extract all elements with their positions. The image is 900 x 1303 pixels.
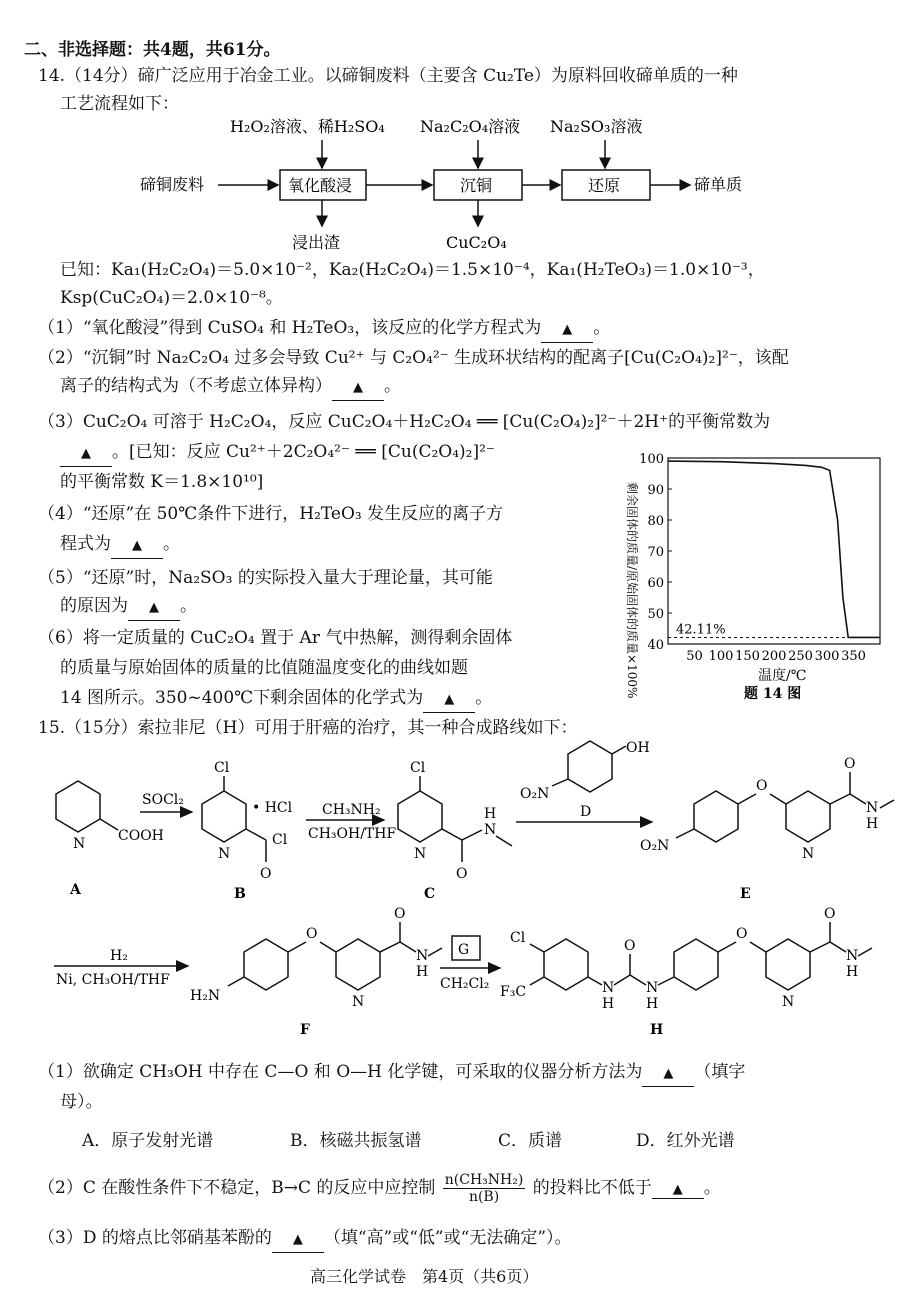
- q14-part1: （1）“氧化酸浸”得到 CuSO₄ 和 H₂TeO₃，该反应的化学方程式为 ▲ 。: [38, 316, 610, 343]
- chart-ylabel: 剩余固体的质量/原始固体的质量×100%: [625, 482, 639, 699]
- x-tick-label: 300: [814, 649, 840, 664]
- compound-d: [552, 741, 626, 792]
- atom-o: O: [306, 926, 318, 942]
- process-flow-diagram: [0, 110, 900, 255]
- atom-h: H: [484, 806, 497, 822]
- x-tick-label: 250: [788, 649, 813, 664]
- atom-cl: Cl: [410, 760, 426, 776]
- atom-n: N: [218, 846, 231, 862]
- answer-blank[interactable]: ▲: [128, 594, 180, 621]
- atom-oh: OH: [626, 740, 650, 756]
- flow-input-2: Na₂C₂O₄溶液: [420, 117, 521, 136]
- flow-box1-label: 氧化酸浸: [288, 176, 353, 195]
- atom-n: N: [484, 822, 497, 838]
- atom-o: O: [624, 938, 636, 954]
- q14-part4-b: 程式为 ▲ 。: [60, 532, 180, 559]
- atom-h2n: H₂N: [190, 988, 221, 1004]
- reagent-ni: Ni, CH₃OH/THF: [56, 972, 170, 988]
- compound-b: [202, 776, 266, 862]
- q14-part5-a: （5）“还原”时，Na₂SO₃ 的实际投入量大于理论量，其可能: [38, 568, 493, 588]
- q14-intro-1: 14.（14分）碲广泛应用于冶金工业。以碲铜废料（主要含 Cu₂Te）为原料回收碲单质的一种: [38, 66, 738, 86]
- answer-blank[interactable]: ▲: [60, 440, 112, 467]
- y-tick-label: 40: [647, 638, 664, 653]
- atom-cl: Cl: [272, 832, 288, 848]
- atom-n: N: [782, 994, 795, 1010]
- q14-part3-a: （3）CuC₂O₄ 可溶于 H₂C₂O₄，反应 CuC₂O₄＋H₂C₂O₄ ══ [Cu(C₂O₄)₂]²⁻＋2H⁺的平衡常数为: [38, 412, 771, 432]
- x-tick-label: 100: [708, 649, 734, 664]
- atom-n: N: [846, 948, 859, 964]
- q14-part1-text: （1）“氧化酸浸”得到 CuSO₄ 和 H₂TeO₃，该反应的化学方程式为: [38, 318, 542, 338]
- chart-caption: 题 14 图: [744, 686, 802, 702]
- q14-part3-b: ▲ 。[已知：反应 Cu²⁺＋2C₂O₄²⁻ ══ [Cu(C₂O₄)₂]²⁻: [60, 440, 495, 467]
- label-f: F: [300, 1022, 310, 1038]
- atom-n: N: [802, 846, 815, 862]
- atom-o: O: [824, 906, 836, 922]
- atom-h: H: [846, 964, 859, 980]
- atom-f3c: F₃C: [500, 984, 527, 1000]
- reagent-d: D: [580, 804, 592, 820]
- q14-part6-a: （6）将一定质量的 CuC₂O₄ 置于 Ar 气中热解，测得剩余固体: [38, 628, 513, 648]
- atom-n: N: [416, 948, 429, 964]
- atom-o: O: [456, 866, 468, 882]
- mass-ratio-curve: [668, 461, 880, 637]
- atom-o: O: [756, 778, 768, 794]
- plot-area: [668, 458, 880, 644]
- reagent-ch2cl2: CH₂Cl₂: [440, 976, 490, 992]
- thermogravimetric-chart: [608, 452, 888, 702]
- atom-n: N: [646, 980, 659, 996]
- answer-blank[interactable]: ▲: [642, 1060, 694, 1087]
- compound-h: [530, 922, 872, 990]
- x-tick-label: 350: [841, 649, 866, 664]
- compound-e: [676, 772, 894, 842]
- y-tick-label: 100: [639, 452, 664, 467]
- reagent-socl2: SOCl₂: [142, 792, 184, 808]
- flow-box3-label: 还原: [588, 176, 621, 195]
- reagent-ch3oh-thf: CH₃OH/THF: [308, 826, 397, 842]
- section-header: 二、非选择题：共4题，共61分。: [24, 40, 281, 60]
- q15-part1-a: （1）欲确定 CH₃OH 中存在 C—O 和 O—H 化学键，可采取的仪器分析方法为 ▲ （填字: [38, 1060, 745, 1087]
- option-c[interactable]: C．质谱: [498, 1131, 563, 1151]
- q15-part1-c: 母）。: [60, 1092, 103, 1112]
- answer-blank[interactable]: ▲: [272, 1226, 324, 1253]
- answer-blank[interactable]: ▲: [652, 1178, 704, 1199]
- flow-output-2: CuC₂O₄: [446, 233, 507, 252]
- y-tick-label: 50: [647, 607, 664, 622]
- option-a[interactable]: A．原子发射光谱: [82, 1131, 214, 1151]
- atom-o: O: [844, 756, 856, 772]
- q14-known-2: Ksp(CuC₂O₄)＝2.0×10⁻⁸。: [60, 288, 283, 308]
- answer-blank[interactable]: ▲: [423, 686, 475, 713]
- reagent-ch3nh2: CH₃NH₂: [322, 802, 381, 818]
- y-tick-label: 90: [647, 483, 664, 498]
- compound-f: [228, 922, 442, 990]
- answer-blank[interactable]: ▲: [332, 374, 384, 401]
- label-h: H: [650, 1022, 664, 1038]
- atom-cl: Cl: [510, 930, 526, 946]
- reagent-hcl: • HCl: [252, 800, 293, 816]
- q15-part2: （2）C 在酸性条件下不稳定，B→C 的反应中应控制 $\frac{\text{n(CH₃NH₂)}}{n(B)}$ 的投料比不低于 ▲ 。: [38, 1172, 721, 1205]
- q14-part2-b: 离子的结构式为（不考虑立体异构） ▲ 。: [60, 374, 401, 401]
- atom-cooh: COOH: [118, 828, 164, 844]
- atom-cl: Cl: [214, 760, 230, 776]
- atom-o2n: O₂N: [520, 786, 550, 802]
- atom-n: N: [866, 800, 879, 816]
- flow-input-1: H₂O₂溶液、稀H₂SO₄: [230, 117, 385, 136]
- atom-n: N: [352, 994, 365, 1010]
- atom-h: H: [866, 816, 879, 832]
- atom-h: H: [646, 996, 659, 1012]
- reagent-h2: H₂: [110, 948, 128, 964]
- atom-n: N: [414, 846, 427, 862]
- label-c: C: [424, 886, 436, 902]
- atom-o2n: O₂N: [640, 838, 670, 854]
- compound-a: [56, 781, 118, 832]
- label-b: B: [234, 886, 246, 902]
- flow-end: 碲单质: [694, 175, 743, 194]
- atom-h: H: [602, 996, 615, 1012]
- flow-output-1: 浸出渣: [292, 233, 341, 252]
- fraction: $\frac{\text{n(CH₃NH₂)}}{n(B)}$: [444, 1172, 524, 1205]
- q15-intro: 15.（15分）索拉非尼（H）可用于肝癌的治疗，其一种合成路线如下：: [38, 718, 578, 738]
- q15-part3: （3）D 的熔点比邻硝基苯酚的 ▲ （填“高”或“低”或“无法确定”）。: [38, 1226, 572, 1253]
- x-tick-label: 50: [686, 649, 703, 664]
- page-footer: 高三化学试卷 第4页（共6页）: [310, 1267, 539, 1286]
- label-a: A: [70, 882, 81, 898]
- q14-part6-b: 的质量与原始固体的质量的比值随温度变化的曲线如题: [60, 658, 468, 678]
- answer-blank[interactable]: ▲: [111, 532, 163, 559]
- answer-blank[interactable]: ▲: [541, 316, 593, 343]
- q14-intro-2: 工艺流程如下：: [60, 94, 179, 114]
- atom-o: O: [260, 866, 272, 882]
- q14-part4-a: （4）“还原”在 50℃条件下进行，H₂TeO₃ 发生反应的离子方: [38, 504, 504, 524]
- x-tick-label: 150: [735, 649, 760, 664]
- q14-part2-a: （2）“沉铜”时 Na₂C₂O₄ 过多会导致 Cu²⁺ 与 C₂O₄²⁻ 生成环状结构的配离子[Cu(C₂O₄)₂]²⁻，该配: [38, 348, 789, 368]
- option-b[interactable]: B．核磁共振氢谱: [290, 1131, 422, 1151]
- y-tick-label: 70: [647, 545, 664, 560]
- label-e: E: [740, 886, 751, 902]
- q14-part5-b: 的原因为 ▲ 。: [60, 594, 197, 621]
- annotation-42-11: 42.11%: [676, 622, 726, 638]
- atom-n: N: [602, 980, 615, 996]
- y-tick-label: 60: [647, 576, 664, 591]
- atom-o: O: [394, 906, 406, 922]
- q14-part3-c: 的平衡常数 K＝1.8×10¹⁰]: [60, 472, 264, 492]
- atom-o: O: [736, 926, 748, 942]
- atom-n: N: [73, 836, 86, 852]
- flow-start: 碲铜废料: [140, 175, 205, 194]
- q14-part6-c: 14 图所示。350~400℃下剩余固体的化学式为 ▲ 。: [60, 686, 492, 713]
- atom-h: H: [416, 964, 429, 980]
- flow-input-3: Na₂SO₃溶液: [550, 117, 643, 136]
- reagent-g: G: [458, 942, 470, 958]
- x-tick-label: 200: [761, 649, 787, 664]
- chart-xlabel: 温度/℃: [758, 668, 807, 684]
- q14-known-1: 已知：Ka₁(H₂C₂O₄)＝5.0×10⁻²，Ka₂(H₂C₂O₄)＝1.5×10⁻⁴，Ka₁(H₂TeO₃)＝1.0×10⁻³，: [60, 260, 765, 280]
- option-d[interactable]: D．红外光谱: [636, 1131, 735, 1151]
- flow-box2-label: 沉铜: [460, 176, 493, 195]
- synthesis-route: [0, 738, 900, 1068]
- y-tick-label: 80: [647, 514, 664, 529]
